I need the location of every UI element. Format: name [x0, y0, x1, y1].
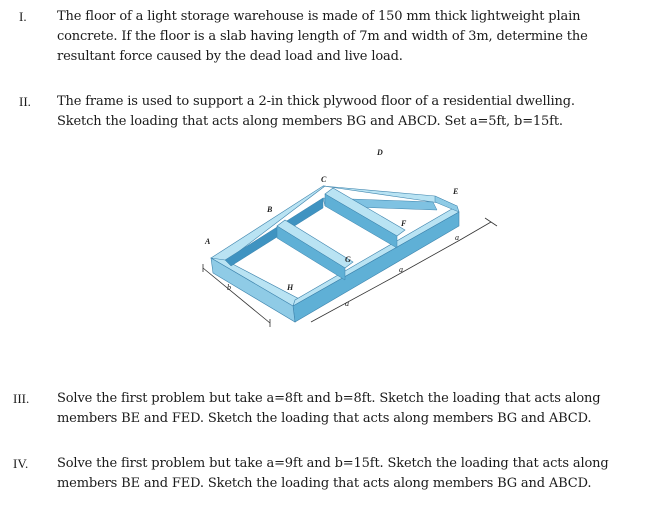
problem-3-line-2: members BE and FED. Sketch the loading that acts along members BG and ABCD. — [57, 411, 592, 426]
dimension-line-a-3 — [460, 222, 491, 240]
problem-2-text — [57, 92, 642, 132]
problem-2-line-1: The frame is used to support a 2-in thick plywood floor of a residential dwelling. — [57, 94, 575, 109]
label-g-point: G — [345, 255, 351, 264]
label-f-point: F — [401, 219, 407, 228]
problem-2-numeral: II. — [19, 94, 31, 109]
label-h-point: H — [287, 283, 294, 292]
member-e-end — [435, 196, 459, 212]
problem-1-line-1: The floor of a light storage warehouse is made of 150 mm thick lightweight plain — [57, 9, 581, 24]
problem-4-text — [57, 454, 642, 494]
problem-4-numeral: IV. — [13, 456, 29, 471]
label-dimension-a-2: a — [399, 265, 403, 274]
problem-1-numeral: I. — [19, 9, 27, 24]
frame-members — [211, 186, 459, 322]
problem-3-text — [57, 389, 642, 429]
problem-1-text — [57, 7, 642, 67]
problem-3-line-1: Solve the first problem but take a=8ft and b=8ft. Sketch the loading that acts along — [57, 391, 601, 406]
floor-frame-figure — [185, 140, 505, 340]
problem-3-numeral: III. — [13, 391, 30, 406]
label-b-point: B — [267, 205, 273, 214]
problem-1-line-2: concrete. If the floor is a slab having length of 7m and width of 3m, determine the — [57, 29, 588, 44]
floor-frame-diagram — [185, 140, 505, 340]
label-dimension-b: b — [227, 283, 231, 292]
problem-4-line-1: Solve the first problem but take a=9ft and b=15ft. Sketch the loading that acts along — [57, 456, 609, 471]
label-dimension-a-1: a — [345, 299, 349, 308]
label-c-point: C — [321, 175, 327, 184]
label-d-point: D — [377, 148, 383, 157]
label-a-point: A — [205, 237, 211, 246]
problem-4-line-2: members BE and FED. Sketch the loading that acts along members BG and ABCD. — [57, 476, 592, 491]
label-dimension-a-3: a — [455, 233, 459, 242]
label-e-point: E — [453, 187, 459, 196]
problem-2-line-2: Sketch the loading that acts along members BG and ABCD. Set a=5ft, b=15ft. — [57, 114, 563, 129]
problem-1-line-3: resultant force caused by the dead load and live load. — [57, 49, 403, 64]
